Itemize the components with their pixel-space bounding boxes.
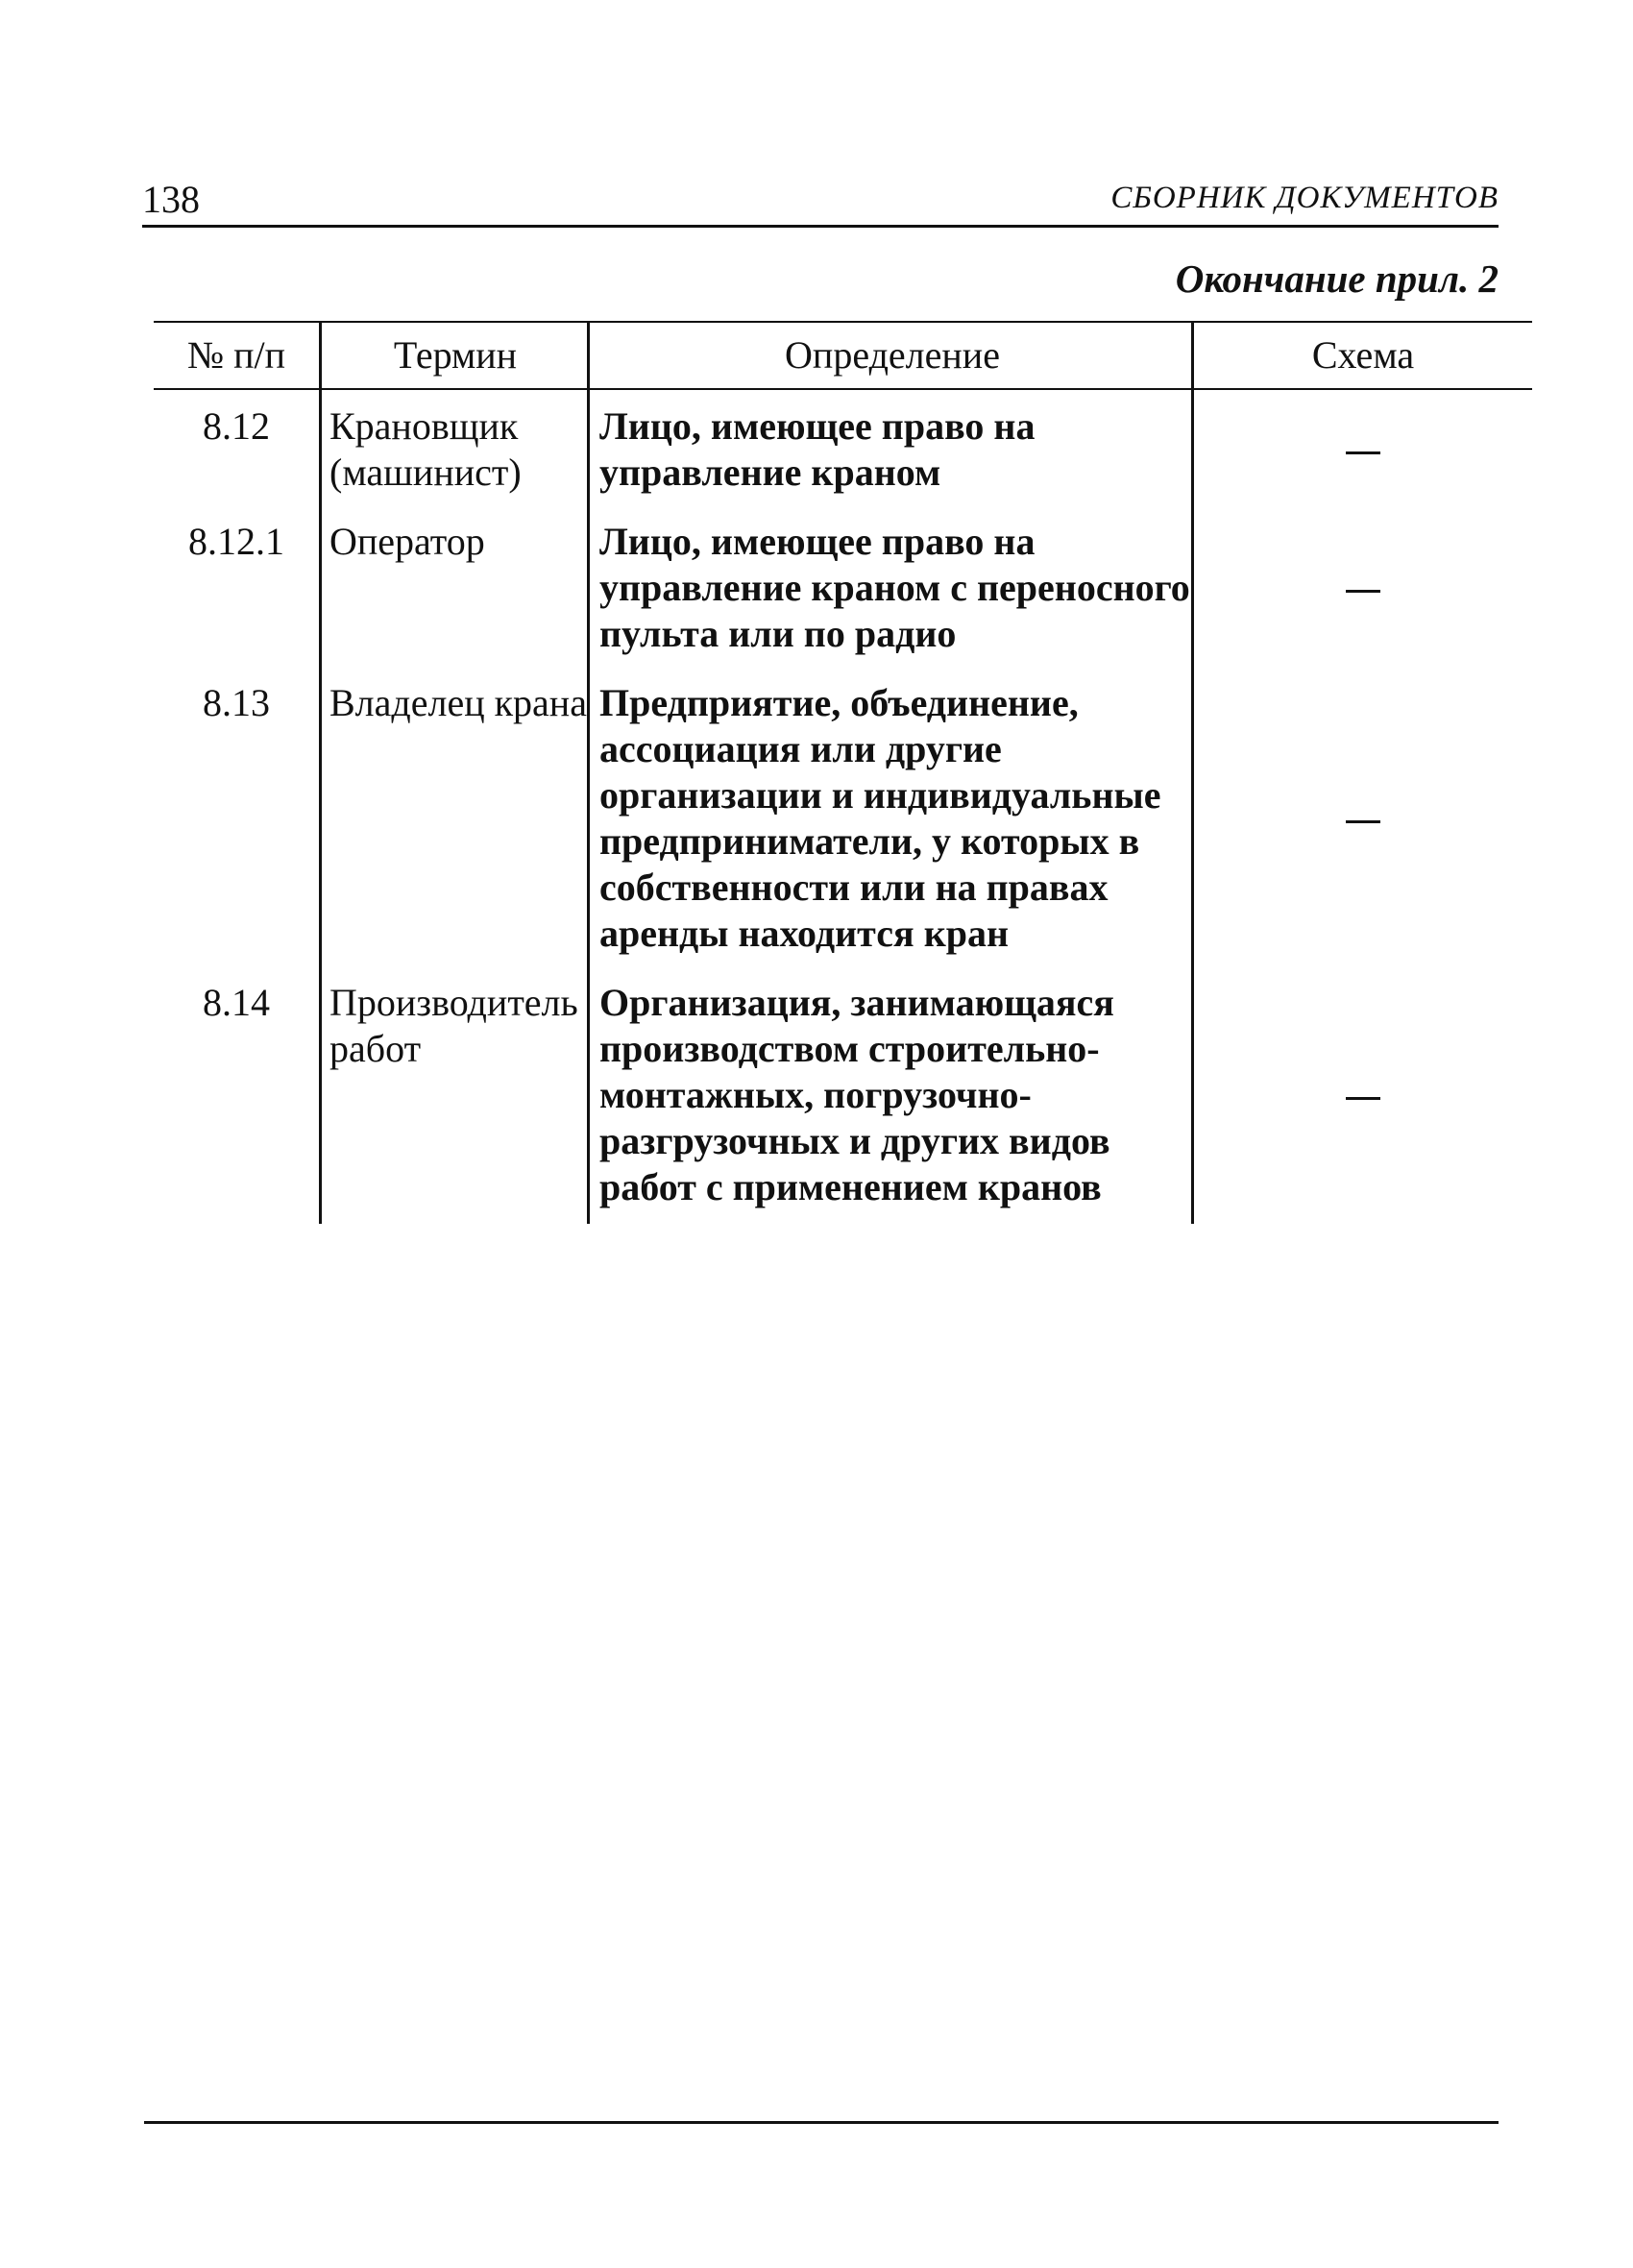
row-definition: Предприятие, объединение, ассоциация или другие организации и индивидуальные предприниматели, у которых в собственности или на правах аренды находится кран — [589, 671, 1193, 970]
row-number: 8.14 — [203, 981, 270, 1024]
footer-rule — [144, 2121, 1499, 2124]
row-term: Производитель работ — [321, 970, 589, 1224]
row-scheme — [1193, 389, 1533, 509]
header-rule — [142, 225, 1499, 228]
row-term: Оператор — [321, 509, 589, 671]
column-header-definition: Определение — [589, 322, 1193, 389]
page-number: 138 — [142, 178, 200, 221]
table-header-row — [154, 322, 1532, 389]
column-header-scheme: Схема — [1193, 322, 1533, 389]
row-number: 8.13 — [203, 681, 270, 724]
row-term: Крановщик (машинист) — [321, 389, 589, 509]
row-number: 8.12.1 — [188, 520, 284, 563]
row-definition: Лицо, имеющее право на управление краном с переносного пульта или по радио — [589, 509, 1193, 671]
table-row — [154, 671, 1532, 970]
column-header-term: Термин — [321, 322, 589, 389]
row-scheme — [1193, 509, 1533, 671]
column-header-number: № п/п — [154, 322, 321, 389]
dash-mark — [1346, 820, 1380, 823]
dash-mark — [1346, 451, 1380, 454]
row-scheme — [1193, 970, 1533, 1224]
table-row — [154, 970, 1532, 1224]
table-row — [154, 389, 1532, 509]
row-term: Владелец крана — [321, 671, 589, 970]
dash-mark — [1346, 1097, 1380, 1100]
dash-mark — [1346, 590, 1380, 593]
terms-table — [154, 321, 1532, 1224]
row-number: 8.12 — [203, 404, 270, 448]
row-scheme — [1193, 671, 1533, 970]
running-head: СБОРНИК ДОКУМЕНТОВ — [1110, 181, 1499, 215]
row-definition: Лицо, имеющее право на управление краном — [589, 389, 1193, 509]
row-definition: Организация, занимающаяся производством строительно-монтажных, погрузочно-разгрузочных и других видов работ с применением кранов — [589, 970, 1193, 1224]
appendix-label: Окончание прил. 2 — [1175, 256, 1499, 301]
table-row — [154, 509, 1532, 671]
